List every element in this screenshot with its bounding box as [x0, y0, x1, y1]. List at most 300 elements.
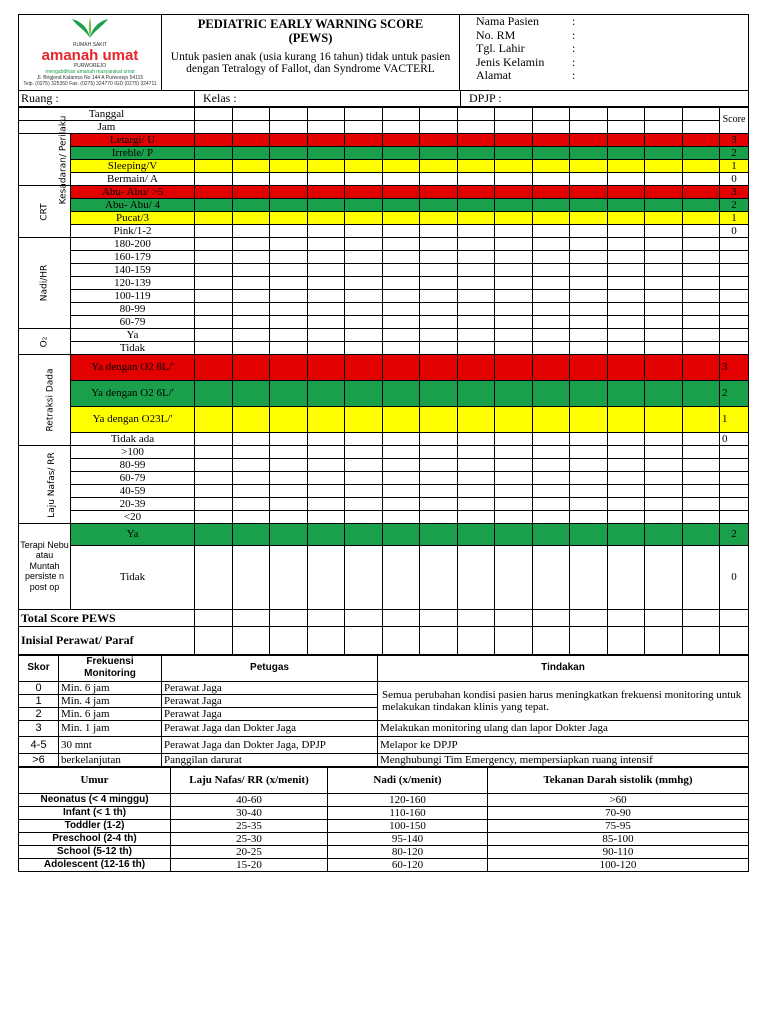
date-entry-cell[interactable] — [532, 107, 570, 120]
score-entry-cell[interactable] — [607, 484, 645, 497]
score-entry-cell[interactable] — [195, 380, 233, 406]
score-entry-cell[interactable] — [307, 302, 345, 315]
signature-entry-cell[interactable] — [532, 626, 570, 654]
score-entry-cell[interactable] — [495, 406, 533, 432]
score-entry-cell[interactable] — [307, 146, 345, 159]
score-entry-cell[interactable] — [270, 380, 308, 406]
score-entry-cell[interactable] — [495, 445, 533, 458]
score-entry-cell[interactable] — [457, 263, 495, 276]
score-entry-cell[interactable] — [382, 484, 420, 497]
score-entry-cell[interactable] — [645, 159, 683, 172]
score-entry-cell[interactable] — [195, 523, 233, 545]
total-entry-cell[interactable] — [270, 609, 308, 626]
score-entry-cell[interactable] — [682, 497, 720, 510]
score-entry-cell[interactable] — [420, 458, 458, 471]
score-entry-cell[interactable] — [457, 328, 495, 341]
score-entry-cell[interactable] — [195, 432, 233, 445]
signature-entry-cell[interactable] — [195, 626, 233, 654]
score-entry-cell[interactable] — [457, 198, 495, 211]
score-entry-cell[interactable] — [420, 263, 458, 276]
total-entry-cell[interactable] — [532, 609, 570, 626]
score-entry-cell[interactable] — [570, 458, 608, 471]
patient-field[interactable]: Alamat : — [476, 68, 576, 82]
score-entry-cell[interactable] — [607, 185, 645, 198]
score-entry-cell[interactable] — [645, 263, 683, 276]
score-entry-cell[interactable] — [270, 250, 308, 263]
score-entry-cell[interactable] — [457, 497, 495, 510]
score-entry-cell[interactable] — [645, 185, 683, 198]
score-entry-cell[interactable] — [495, 354, 533, 380]
score-entry-cell[interactable] — [645, 510, 683, 523]
score-entry-cell[interactable] — [232, 523, 270, 545]
score-entry-cell[interactable] — [382, 545, 420, 609]
score-entry-cell[interactable] — [457, 484, 495, 497]
score-entry-cell[interactable] — [532, 471, 570, 484]
score-entry-cell[interactable] — [345, 250, 383, 263]
score-entry-cell[interactable] — [270, 458, 308, 471]
signature-entry-cell[interactable] — [345, 626, 383, 654]
score-entry-cell[interactable] — [232, 211, 270, 224]
score-entry-cell[interactable] — [382, 185, 420, 198]
dpjp-field[interactable]: DPJP : — [461, 91, 749, 106]
score-entry-cell[interactable] — [682, 224, 720, 237]
score-entry-cell[interactable] — [195, 276, 233, 289]
score-entry-cell[interactable] — [232, 354, 270, 380]
score-entry-cell[interactable] — [570, 146, 608, 159]
score-entry-cell[interactable] — [532, 237, 570, 250]
score-entry-cell[interactable] — [607, 250, 645, 263]
score-entry-cell[interactable] — [195, 211, 233, 224]
score-entry-cell[interactable] — [195, 510, 233, 523]
score-entry-cell[interactable] — [457, 458, 495, 471]
score-entry-cell[interactable] — [270, 302, 308, 315]
score-entry-cell[interactable] — [645, 224, 683, 237]
score-entry-cell[interactable] — [457, 172, 495, 185]
score-entry-cell[interactable] — [457, 545, 495, 609]
score-entry-cell[interactable] — [532, 406, 570, 432]
score-entry-cell[interactable] — [307, 315, 345, 328]
score-entry-cell[interactable] — [457, 146, 495, 159]
score-entry-cell[interactable] — [495, 341, 533, 354]
score-entry-cell[interactable] — [382, 328, 420, 341]
score-entry-cell[interactable] — [420, 198, 458, 211]
score-entry-cell[interactable] — [232, 250, 270, 263]
score-entry-cell[interactable] — [607, 211, 645, 224]
score-entry-cell[interactable] — [232, 380, 270, 406]
signature-entry-cell[interactable] — [420, 626, 458, 654]
score-entry-cell[interactable] — [382, 276, 420, 289]
total-entry-cell[interactable] — [495, 609, 533, 626]
score-entry-cell[interactable] — [532, 211, 570, 224]
score-entry-cell[interactable] — [457, 354, 495, 380]
score-entry-cell[interactable] — [532, 224, 570, 237]
score-entry-cell[interactable] — [270, 276, 308, 289]
score-entry-cell[interactable] — [607, 497, 645, 510]
signature-entry-cell[interactable] — [682, 626, 720, 654]
score-entry-cell[interactable] — [307, 523, 345, 545]
score-entry-cell[interactable] — [457, 250, 495, 263]
score-entry-cell[interactable] — [195, 328, 233, 341]
total-entry-cell[interactable] — [232, 609, 270, 626]
score-entry-cell[interactable] — [232, 263, 270, 276]
score-entry-cell[interactable] — [307, 172, 345, 185]
score-entry-cell[interactable] — [270, 471, 308, 484]
score-entry-cell[interactable] — [495, 315, 533, 328]
score-entry-cell[interactable] — [307, 497, 345, 510]
score-entry-cell[interactable] — [382, 250, 420, 263]
score-entry-cell[interactable] — [270, 406, 308, 432]
score-entry-cell[interactable] — [420, 159, 458, 172]
total-entry-cell[interactable] — [420, 609, 458, 626]
score-entry-cell[interactable] — [682, 432, 720, 445]
score-entry-cell[interactable] — [682, 302, 720, 315]
score-entry-cell[interactable] — [570, 484, 608, 497]
time-entry-cell[interactable] — [532, 120, 570, 133]
score-entry-cell[interactable] — [645, 302, 683, 315]
time-entry-cell[interactable] — [645, 120, 683, 133]
score-entry-cell[interactable] — [270, 289, 308, 302]
score-entry-cell[interactable] — [345, 510, 383, 523]
score-entry-cell[interactable] — [307, 289, 345, 302]
signature-entry-cell[interactable] — [382, 626, 420, 654]
score-entry-cell[interactable] — [532, 328, 570, 341]
score-entry-cell[interactable] — [570, 185, 608, 198]
score-entry-cell[interactable] — [495, 484, 533, 497]
signature-entry-cell[interactable] — [645, 626, 683, 654]
score-entry-cell[interactable] — [570, 406, 608, 432]
score-entry-cell[interactable] — [532, 445, 570, 458]
score-entry-cell[interactable] — [457, 341, 495, 354]
score-entry-cell[interactable] — [645, 289, 683, 302]
score-entry-cell[interactable] — [645, 341, 683, 354]
score-entry-cell[interactable] — [570, 497, 608, 510]
score-entry-cell[interactable] — [382, 133, 420, 146]
score-entry-cell[interactable] — [307, 263, 345, 276]
score-entry-cell[interactable] — [645, 458, 683, 471]
score-entry-cell[interactable] — [232, 315, 270, 328]
score-entry-cell[interactable] — [570, 315, 608, 328]
score-entry-cell[interactable] — [420, 211, 458, 224]
score-entry-cell[interactable] — [345, 354, 383, 380]
score-entry-cell[interactable] — [195, 458, 233, 471]
signature-entry-cell[interactable] — [307, 626, 345, 654]
score-entry-cell[interactable] — [345, 432, 383, 445]
score-entry-cell[interactable] — [682, 471, 720, 484]
time-entry-cell[interactable] — [457, 120, 495, 133]
score-entry-cell[interactable] — [495, 224, 533, 237]
score-entry-cell[interactable] — [195, 406, 233, 432]
score-entry-cell[interactable] — [607, 263, 645, 276]
score-entry-cell[interactable] — [307, 276, 345, 289]
score-entry-cell[interactable] — [307, 458, 345, 471]
score-entry-cell[interactable] — [645, 133, 683, 146]
score-entry-cell[interactable] — [382, 302, 420, 315]
score-entry-cell[interactable] — [532, 146, 570, 159]
score-entry-cell[interactable] — [532, 545, 570, 609]
score-entry-cell[interactable] — [532, 354, 570, 380]
score-entry-cell[interactable] — [570, 198, 608, 211]
score-entry-cell[interactable] — [570, 172, 608, 185]
time-entry-cell[interactable] — [232, 120, 270, 133]
date-entry-cell[interactable] — [570, 107, 608, 120]
score-entry-cell[interactable] — [307, 185, 345, 198]
score-entry-cell[interactable] — [682, 523, 720, 545]
date-entry-cell[interactable] — [232, 107, 270, 120]
score-entry-cell[interactable] — [607, 172, 645, 185]
score-entry-cell[interactable] — [495, 133, 533, 146]
score-entry-cell[interactable] — [457, 432, 495, 445]
score-entry-cell[interactable] — [645, 484, 683, 497]
score-entry-cell[interactable] — [607, 445, 645, 458]
score-entry-cell[interactable] — [645, 315, 683, 328]
score-entry-cell[interactable] — [420, 302, 458, 315]
score-entry-cell[interactable] — [232, 198, 270, 211]
total-entry-cell[interactable] — [682, 609, 720, 626]
score-entry-cell[interactable] — [232, 458, 270, 471]
score-entry-cell[interactable] — [682, 237, 720, 250]
score-entry-cell[interactable] — [645, 172, 683, 185]
score-entry-cell[interactable] — [682, 354, 720, 380]
score-entry-cell[interactable] — [195, 146, 233, 159]
score-entry-cell[interactable] — [457, 224, 495, 237]
score-entry-cell[interactable] — [420, 445, 458, 458]
score-entry-cell[interactable] — [645, 545, 683, 609]
score-entry-cell[interactable] — [682, 159, 720, 172]
score-entry-cell[interactable] — [195, 445, 233, 458]
score-entry-cell[interactable] — [570, 237, 608, 250]
score-entry-cell[interactable] — [607, 146, 645, 159]
score-entry-cell[interactable] — [607, 510, 645, 523]
score-entry-cell[interactable] — [382, 471, 420, 484]
score-entry-cell[interactable] — [345, 289, 383, 302]
score-entry-cell[interactable] — [532, 185, 570, 198]
score-entry-cell[interactable] — [270, 263, 308, 276]
date-entry-cell[interactable] — [345, 107, 383, 120]
score-entry-cell[interactable] — [682, 484, 720, 497]
date-entry-cell[interactable] — [270, 107, 308, 120]
score-entry-cell[interactable] — [232, 289, 270, 302]
score-entry-cell[interactable] — [382, 172, 420, 185]
score-entry-cell[interactable] — [382, 198, 420, 211]
signature-entry-cell[interactable] — [607, 626, 645, 654]
score-entry-cell[interactable] — [457, 315, 495, 328]
score-entry-cell[interactable] — [382, 289, 420, 302]
score-entry-cell[interactable] — [195, 172, 233, 185]
score-entry-cell[interactable] — [270, 224, 308, 237]
score-entry-cell[interactable] — [645, 250, 683, 263]
score-entry-cell[interactable] — [495, 432, 533, 445]
total-entry-cell[interactable] — [195, 609, 233, 626]
score-entry-cell[interactable] — [570, 523, 608, 545]
total-entry-cell[interactable] — [607, 609, 645, 626]
score-entry-cell[interactable] — [495, 289, 533, 302]
time-entry-cell[interactable] — [607, 120, 645, 133]
score-entry-cell[interactable] — [645, 146, 683, 159]
signature-entry-cell[interactable] — [232, 626, 270, 654]
score-entry-cell[interactable] — [195, 545, 233, 609]
score-entry-cell[interactable] — [232, 237, 270, 250]
signature-entry-cell[interactable] — [270, 626, 308, 654]
score-entry-cell[interactable] — [382, 263, 420, 276]
score-entry-cell[interactable] — [345, 146, 383, 159]
score-entry-cell[interactable] — [195, 341, 233, 354]
total-entry-cell[interactable] — [457, 609, 495, 626]
score-entry-cell[interactable] — [570, 354, 608, 380]
time-entry-cell[interactable] — [420, 120, 458, 133]
score-entry-cell[interactable] — [232, 159, 270, 172]
time-entry-cell[interactable] — [307, 120, 345, 133]
score-entry-cell[interactable] — [607, 315, 645, 328]
score-entry-cell[interactable] — [532, 302, 570, 315]
score-entry-cell[interactable] — [270, 545, 308, 609]
score-entry-cell[interactable] — [495, 510, 533, 523]
score-entry-cell[interactable] — [307, 545, 345, 609]
total-entry-cell[interactable] — [345, 609, 383, 626]
score-entry-cell[interactable] — [195, 263, 233, 276]
score-entry-cell[interactable] — [382, 224, 420, 237]
time-entry-cell[interactable] — [195, 120, 233, 133]
score-entry-cell[interactable] — [495, 380, 533, 406]
date-entry-cell[interactable] — [307, 107, 345, 120]
score-entry-cell[interactable] — [232, 445, 270, 458]
score-entry-cell[interactable] — [232, 471, 270, 484]
time-entry-cell[interactable] — [270, 120, 308, 133]
score-entry-cell[interactable] — [232, 328, 270, 341]
score-entry-cell[interactable] — [345, 237, 383, 250]
score-entry-cell[interactable] — [570, 328, 608, 341]
score-entry-cell[interactable] — [420, 484, 458, 497]
score-entry-cell[interactable] — [532, 159, 570, 172]
score-entry-cell[interactable] — [345, 133, 383, 146]
score-entry-cell[interactable] — [420, 471, 458, 484]
score-entry-cell[interactable] — [457, 445, 495, 458]
score-entry-cell[interactable] — [270, 146, 308, 159]
score-entry-cell[interactable] — [570, 341, 608, 354]
score-entry-cell[interactable] — [682, 211, 720, 224]
score-entry-cell[interactable] — [382, 432, 420, 445]
score-entry-cell[interactable] — [532, 276, 570, 289]
score-entry-cell[interactable] — [570, 263, 608, 276]
score-entry-cell[interactable] — [307, 159, 345, 172]
score-entry-cell[interactable] — [457, 185, 495, 198]
score-entry-cell[interactable] — [570, 380, 608, 406]
score-entry-cell[interactable] — [495, 545, 533, 609]
score-entry-cell[interactable] — [532, 341, 570, 354]
score-entry-cell[interactable] — [645, 380, 683, 406]
score-entry-cell[interactable] — [232, 185, 270, 198]
score-entry-cell[interactable] — [682, 406, 720, 432]
score-entry-cell[interactable] — [495, 328, 533, 341]
score-entry-cell[interactable] — [607, 380, 645, 406]
score-entry-cell[interactable] — [307, 198, 345, 211]
score-entry-cell[interactable] — [607, 133, 645, 146]
time-entry-cell[interactable] — [382, 120, 420, 133]
score-entry-cell[interactable] — [195, 289, 233, 302]
score-entry-cell[interactable] — [382, 159, 420, 172]
score-entry-cell[interactable] — [532, 198, 570, 211]
score-entry-cell[interactable] — [532, 250, 570, 263]
score-entry-cell[interactable] — [645, 211, 683, 224]
score-entry-cell[interactable] — [682, 276, 720, 289]
score-entry-cell[interactable] — [532, 497, 570, 510]
score-entry-cell[interactable] — [307, 432, 345, 445]
score-entry-cell[interactable] — [382, 497, 420, 510]
score-entry-cell[interactable] — [607, 159, 645, 172]
score-entry-cell[interactable] — [420, 432, 458, 445]
score-entry-cell[interactable] — [270, 341, 308, 354]
score-entry-cell[interactable] — [457, 289, 495, 302]
score-entry-cell[interactable] — [270, 432, 308, 445]
score-entry-cell[interactable] — [382, 211, 420, 224]
score-entry-cell[interactable] — [645, 471, 683, 484]
score-entry-cell[interactable] — [232, 497, 270, 510]
score-entry-cell[interactable] — [495, 523, 533, 545]
score-entry-cell[interactable] — [195, 250, 233, 263]
score-entry-cell[interactable] — [382, 510, 420, 523]
score-entry-cell[interactable] — [232, 341, 270, 354]
total-entry-cell[interactable] — [307, 609, 345, 626]
score-entry-cell[interactable] — [382, 523, 420, 545]
score-entry-cell[interactable] — [420, 406, 458, 432]
score-entry-cell[interactable] — [345, 445, 383, 458]
score-entry-cell[interactable] — [270, 237, 308, 250]
score-entry-cell[interactable] — [195, 315, 233, 328]
score-entry-cell[interactable] — [682, 545, 720, 609]
date-entry-cell[interactable] — [457, 107, 495, 120]
score-entry-cell[interactable] — [495, 198, 533, 211]
patient-field[interactable]: No. RM : — [476, 27, 576, 42]
score-entry-cell[interactable] — [457, 510, 495, 523]
score-entry-cell[interactable] — [420, 224, 458, 237]
score-entry-cell[interactable] — [270, 159, 308, 172]
score-entry-cell[interactable] — [307, 211, 345, 224]
score-entry-cell[interactable] — [195, 484, 233, 497]
score-entry-cell[interactable] — [457, 380, 495, 406]
score-entry-cell[interactable] — [307, 471, 345, 484]
score-entry-cell[interactable] — [345, 341, 383, 354]
score-entry-cell[interactable] — [270, 315, 308, 328]
date-entry-cell[interactable] — [420, 107, 458, 120]
score-entry-cell[interactable] — [307, 406, 345, 432]
score-entry-cell[interactable] — [232, 545, 270, 609]
score-entry-cell[interactable] — [420, 133, 458, 146]
score-entry-cell[interactable] — [682, 315, 720, 328]
score-entry-cell[interactable] — [495, 276, 533, 289]
score-entry-cell[interactable] — [495, 302, 533, 315]
score-entry-cell[interactable] — [682, 185, 720, 198]
score-entry-cell[interactable] — [345, 159, 383, 172]
score-entry-cell[interactable] — [307, 224, 345, 237]
score-entry-cell[interactable] — [570, 159, 608, 172]
score-entry-cell[interactable] — [682, 146, 720, 159]
score-entry-cell[interactable] — [495, 185, 533, 198]
score-entry-cell[interactable] — [682, 341, 720, 354]
score-entry-cell[interactable] — [682, 250, 720, 263]
score-entry-cell[interactable] — [420, 380, 458, 406]
score-entry-cell[interactable] — [382, 445, 420, 458]
score-entry-cell[interactable] — [457, 302, 495, 315]
score-entry-cell[interactable] — [532, 315, 570, 328]
patient-field[interactable]: Nama Pasien : — [476, 14, 576, 28]
score-entry-cell[interactable] — [457, 276, 495, 289]
date-entry-cell[interactable] — [495, 107, 533, 120]
score-entry-cell[interactable] — [195, 159, 233, 172]
score-entry-cell[interactable] — [382, 380, 420, 406]
score-entry-cell[interactable] — [345, 224, 383, 237]
score-entry-cell[interactable] — [382, 315, 420, 328]
score-entry-cell[interactable] — [345, 484, 383, 497]
score-entry-cell[interactable] — [532, 510, 570, 523]
